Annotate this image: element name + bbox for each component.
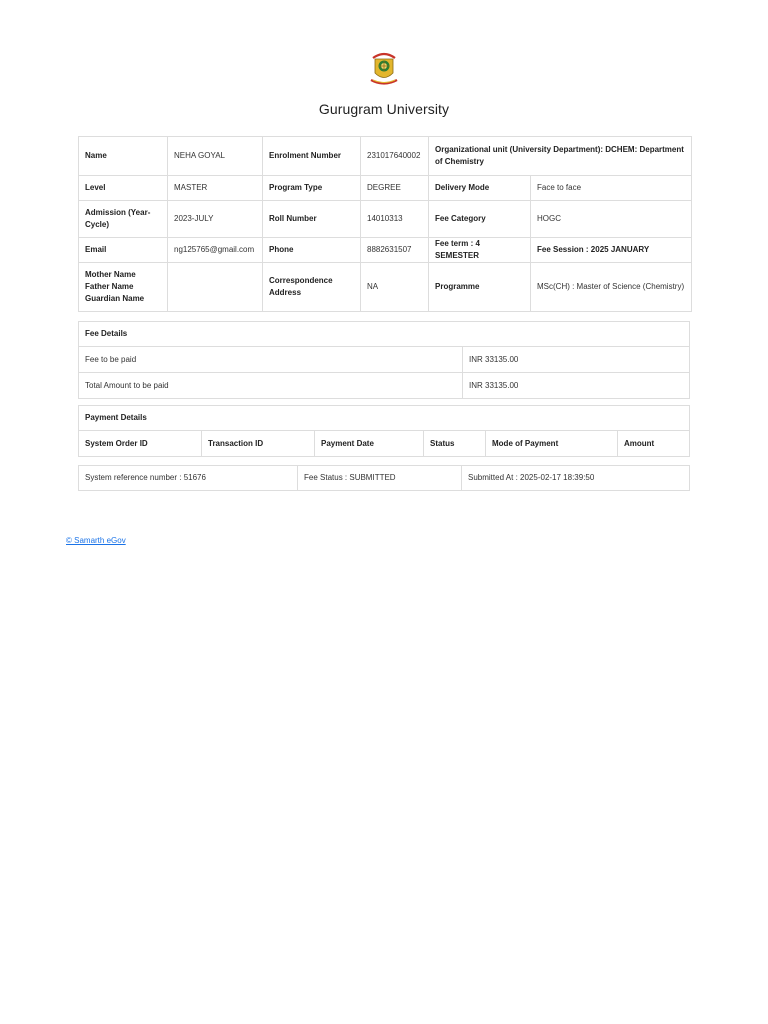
- roll-value: 14010313: [361, 201, 429, 238]
- guardian-name-label: Guardian Name: [85, 294, 145, 303]
- fee-row-label: Fee to be paid: [79, 347, 463, 372]
- col-mode-of-payment: Mode of Payment: [486, 431, 618, 456]
- org-unit: Organizational unit (University Department): DCHEM: Department of Chemistry: [429, 137, 692, 176]
- col-payment-date: Payment Date: [315, 431, 424, 456]
- col-transaction-id: Transaction ID: [202, 431, 315, 456]
- admission-value: 2023-JULY: [168, 201, 263, 238]
- correspondence-value: NA: [361, 263, 429, 312]
- fee-category-value: HOGC: [531, 201, 692, 238]
- programme-value: MSc(CH) : Master of Science (Chemistry): [531, 263, 692, 312]
- system-reference-number: System reference number : 51676: [79, 466, 298, 490]
- fee-status: Fee Status : SUBMITTED: [298, 466, 462, 490]
- phone-label: Phone: [263, 238, 361, 263]
- email-value: ng125765@gmail.com: [168, 238, 263, 263]
- table-row: [79, 263, 692, 312]
- fee-details-title: Fee Details: [79, 322, 689, 347]
- roll-label: Roll Number: [263, 201, 361, 238]
- submitted-at: Submitted At : 2025-02-17 18:39:50: [468, 473, 595, 482]
- fee-row-amount: INR 33135.00: [469, 381, 519, 390]
- payment-table-header: [79, 431, 689, 456]
- reference-row: [79, 466, 689, 490]
- enrolment-label: Enrolment Number: [263, 137, 361, 176]
- name-label: Name: [79, 137, 168, 176]
- university-logo: [369, 49, 399, 89]
- fee-session: Fee Session : 2025 JANUARY: [531, 238, 692, 263]
- name-value: NEHA GOYAL: [168, 137, 263, 176]
- level-value: MASTER: [168, 176, 263, 201]
- program-type-label: Program Type: [263, 176, 361, 201]
- fee-row-label: Total Amount to be paid: [79, 373, 463, 398]
- list-item: [79, 373, 689, 398]
- fee-row-amount: INR 33135.00: [469, 355, 519, 364]
- payment-details-panel: [78, 405, 690, 457]
- col-status: Status: [424, 431, 486, 456]
- student-info-table: [78, 136, 692, 312]
- samarth-egov-link[interactable]: © Samarth eGov: [66, 536, 126, 545]
- fee-details-panel: [78, 321, 690, 399]
- program-type-value: DEGREE: [361, 176, 429, 201]
- university-title: Gurugram University: [318, 101, 450, 117]
- table-row: [79, 137, 692, 176]
- father-name-label: Father Name: [85, 282, 134, 291]
- payment-details-title: Payment Details: [79, 406, 689, 431]
- mother-name-label: Mother Name: [85, 270, 136, 279]
- fee-category-label: Fee Category: [429, 201, 531, 238]
- phone-value: 8882631507: [361, 238, 429, 263]
- reference-panel: [78, 465, 690, 491]
- table-row: [79, 201, 692, 238]
- email-label: Email: [79, 238, 168, 263]
- col-amount: Amount: [624, 439, 655, 448]
- list-item: [79, 347, 689, 373]
- admission-label: Admission (Year-Cycle): [79, 201, 168, 238]
- table-row: [79, 238, 692, 263]
- parents-labels: [79, 263, 168, 312]
- level-label: Level: [79, 176, 168, 201]
- col-system-order-id: System Order ID: [79, 431, 202, 456]
- delivery-mode-label: Delivery Mode: [429, 176, 531, 201]
- parents-values: [168, 263, 263, 312]
- correspondence-label: Correspondence Address: [263, 263, 361, 312]
- fee-term: Fee term : 4 SEMESTER: [429, 238, 531, 263]
- table-row: [79, 176, 692, 201]
- programme-label: Programme: [429, 263, 531, 312]
- enrolment-value: 231017640002: [361, 137, 429, 176]
- delivery-mode-value: Face to face: [531, 176, 692, 201]
